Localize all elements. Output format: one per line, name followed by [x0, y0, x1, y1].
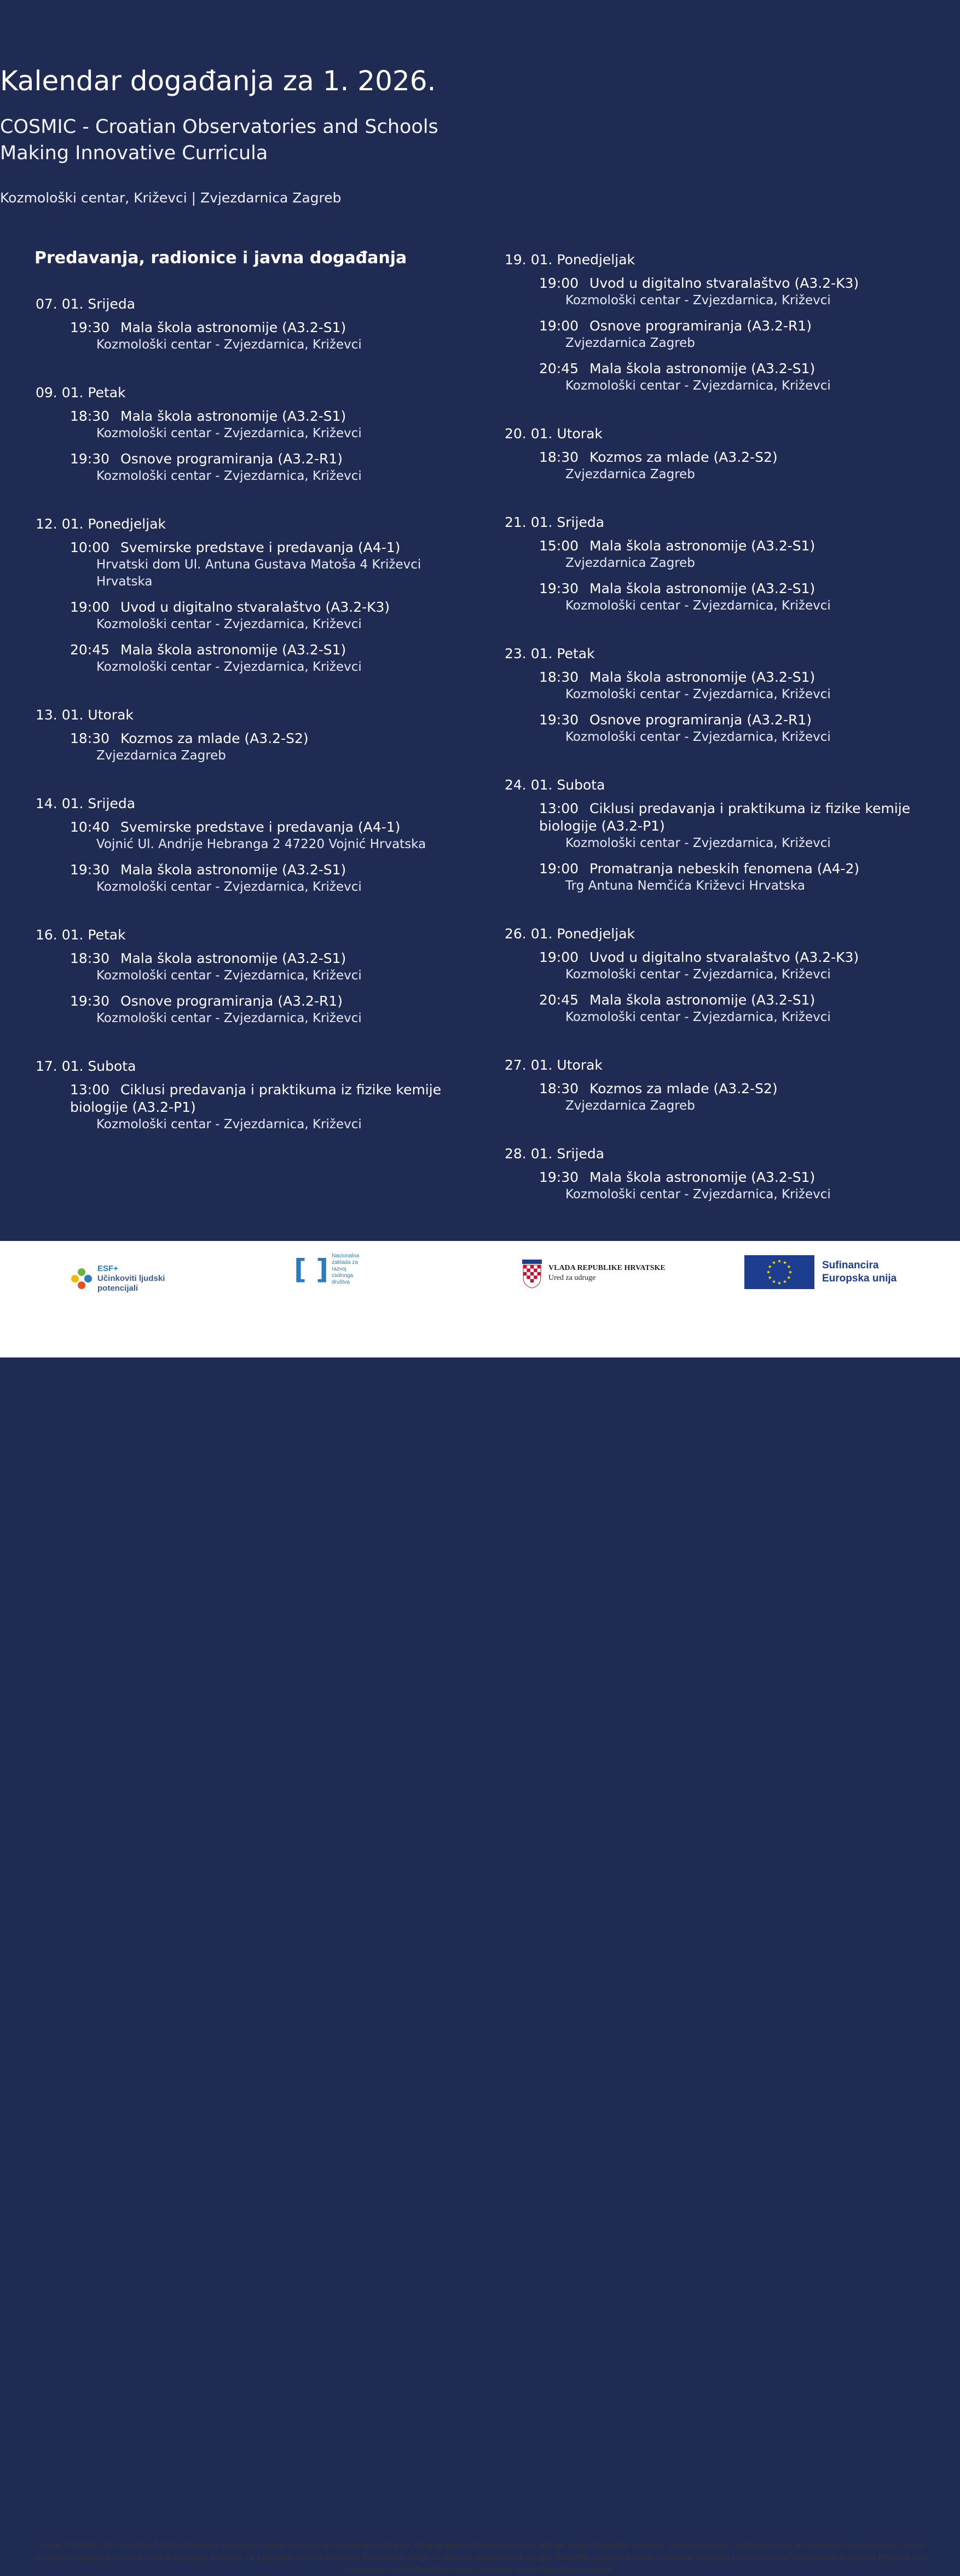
event-item [70, 819, 473, 853]
event-row [70, 730, 473, 747]
event-place: Hrvatski dom Ul. Antuna Gustava Matoša 4 Križevci Hrvatska [96, 558, 421, 589]
event-title: Svemirske predstave i predavanja (A4-1) [120, 819, 401, 835]
event-title: Mala škola astronomije (A3.2-S1) [589, 361, 816, 376]
subtitle-line-1: COSMIC - Croatian Observatories and Schools [0, 116, 438, 138]
event-item [539, 449, 937, 483]
day-label: 09. 01. Petak [36, 385, 126, 401]
bracket-icon: [ ] [294, 1254, 329, 1285]
event-place: Kozmološki centar - Zvjezdarnica, Križevci [96, 1117, 362, 1132]
event-time: 20:45 [539, 992, 579, 1008]
day-group [36, 291, 473, 353]
eu-logo [744, 1255, 897, 1289]
event-item [70, 599, 473, 633]
event-list [36, 1081, 473, 1133]
event-row [70, 950, 473, 967]
event-title: Kozmos za mlade (A3.2-S2) [589, 449, 778, 465]
event-place: Kozmološki centar - Zvjezdarnica, Križevci [96, 426, 362, 440]
event-place: Trg Antuna Nemčića Križevci Hrvatska [565, 879, 805, 893]
event-list [36, 950, 473, 1027]
eu-line-2: Europska unija [822, 1273, 897, 1284]
event-row [539, 949, 937, 966]
day-label: 23. 01. Petak [505, 646, 595, 662]
event-row [539, 1080, 937, 1098]
event-time: 13:00 [70, 1082, 110, 1098]
event-title: Uvod u digitalno stvaralaštvo (A3.2-K3) [589, 275, 859, 291]
day-group [505, 1052, 937, 1115]
croatian-coat-of-arms-icon [520, 1257, 544, 1289]
event-row [70, 641, 473, 659]
day-group [36, 1053, 473, 1133]
day-group [505, 1140, 937, 1203]
event-place: Kozmološki centar - Zvjezdarnica, Križevci [565, 599, 831, 613]
government-logo [520, 1257, 666, 1289]
event-time: 19:00 [70, 599, 110, 615]
day-label: 20. 01. Utorak [505, 426, 603, 442]
event-item [539, 800, 937, 852]
schedule-right-column [505, 246, 937, 1229]
event-item [70, 1081, 473, 1133]
event-item [539, 537, 937, 572]
schedule-left-column [36, 291, 473, 1159]
event-place: Kozmološki centar - Zvjezdarnica, Križevci [565, 293, 831, 308]
event-item [70, 641, 473, 676]
event-title: Osnove programiranja (A3.2-R1) [589, 712, 812, 728]
event-time: 13:00 [539, 800, 579, 816]
event-time: 19:30 [539, 1169, 579, 1185]
event-row [539, 711, 937, 729]
event-list [505, 449, 937, 483]
event-time: 10:40 [70, 819, 110, 835]
day-group [505, 420, 937, 483]
event-place: Kozmološki centar - Zvjezdarnica, Križevci [96, 338, 362, 352]
event-title: Promatranja nebeskih fenomena (A4-2) [589, 861, 860, 877]
event-title: Svemirske predstave i predavanja (A4-1) [120, 539, 401, 555]
event-place: Zvjezdarnica Zagreb [565, 336, 695, 350]
day-label: 28. 01. Srijeda [505, 1146, 605, 1162]
event-item [70, 319, 473, 353]
event-title: Mala škola astronomije (A3.2-S1) [120, 408, 346, 424]
event-time: 19:30 [70, 451, 110, 467]
event-item [539, 949, 937, 983]
event-item [70, 950, 473, 984]
eu-line-1: Sufinancira [822, 1260, 879, 1271]
event-list [36, 408, 473, 485]
event-time: 19:30 [539, 581, 579, 596]
event-item [539, 711, 937, 746]
event-time: 19:30 [539, 712, 579, 728]
event-time: 18:30 [70, 730, 110, 746]
day-group [505, 771, 937, 895]
event-time: 19:30 [70, 320, 110, 335]
event-time: 20:45 [539, 361, 579, 376]
event-place: Kozmološki centar - Zvjezdarnica, Križevci [565, 687, 831, 701]
event-title: Mala škola astronomije (A3.2-S1) [120, 642, 346, 658]
event-place: Zvjezdarnica Zagreb [565, 556, 695, 570]
day-label: 14. 01. Srijeda [36, 796, 136, 811]
event-title: Uvod u digitalno stvaralaštvo (A3.2-K3) [589, 949, 859, 965]
event-row [539, 537, 937, 555]
event-time: 18:30 [70, 408, 110, 424]
event-item [539, 669, 937, 703]
event-row [70, 450, 473, 468]
day-label: 12. 01. Ponedjeljak [36, 516, 166, 532]
event-title: Mala škola astronomije (A3.2-S1) [589, 669, 816, 685]
event-list [36, 539, 473, 676]
event-row [539, 360, 937, 378]
event-row [539, 860, 937, 878]
event-row [539, 317, 937, 335]
funding-disclaimer: Projekt COSMIC (SF.2.4.06.04.0129) sufinancira Europska unija iz Europskog socijalnog fonda plus. Ovaj projekt sufinancira Ured za udruge Vlade Republike Hrvatske. Izneseni stavovi i mišljenja samo su autorova i ne odražavaju nužno službena stajališta Europske unije ili Europske komisije. Ni Europska unija ni Europska komisija ne mogu se smatrati odgovornima za njih. Stajališta izražena u ovom programu isključiva su odgovornost Astronomskog društva Perzeidi i ne odražavaju nužno stajalište Ureda za udruge Vlade Republike Hrvatske. [34, 2541, 926, 2574]
day-group [505, 920, 937, 1026]
event-item [539, 275, 937, 309]
event-row [539, 580, 937, 597]
event-title: Ciklusi predavanja i praktikuma iz fizike kemije biologije (A3.2-P1) [539, 800, 911, 834]
event-row [70, 861, 473, 879]
government-text [548, 1263, 666, 1283]
event-place: Kozmološki centar - Zvjezdarnica, Križevci [565, 1010, 831, 1024]
event-title: Mala škola astronomije (A3.2-S1) [120, 320, 346, 335]
event-row [539, 669, 937, 686]
event-time: 18:30 [539, 449, 579, 465]
event-time: 18:30 [70, 950, 110, 966]
day-group [36, 921, 473, 1027]
event-item [70, 730, 473, 764]
event-list [505, 1169, 937, 1203]
day-group [36, 510, 473, 676]
event-time: 18:30 [539, 669, 579, 685]
event-title: Mala škola astronomije (A3.2-S1) [589, 992, 816, 1008]
event-row [70, 539, 473, 556]
event-title: Mala škola astronomije (A3.2-S1) [589, 538, 816, 554]
event-row [70, 599, 473, 616]
event-item [70, 861, 473, 896]
day-group [36, 790, 473, 896]
event-item [539, 317, 937, 352]
event-place: Kozmološki centar - Zvjezdarnica, Križevci [96, 617, 362, 631]
event-list [36, 730, 473, 764]
event-item [539, 991, 937, 1026]
event-item [70, 993, 473, 1027]
event-item [70, 408, 473, 442]
event-item [539, 1080, 937, 1115]
section-heading: Predavanja, radionice i javna događanja [34, 248, 407, 268]
nzrcd-logo [294, 1253, 370, 1286]
esf-plus-label: ESF+ [97, 1264, 118, 1273]
event-title: Mala škola astronomije (A3.2-S1) [120, 950, 346, 966]
day-label: 13. 01. Utorak [36, 707, 134, 723]
event-place: Kozmološki centar - Zvjezdarnica, Križevci [565, 379, 831, 393]
event-place: Kozmološki centar - Zvjezdarnica, Križevci [96, 880, 362, 894]
event-time: 19:00 [539, 318, 579, 334]
nzrcd-line-4: civilnoga [332, 1273, 354, 1279]
event-title: Mala škola astronomije (A3.2-S1) [120, 862, 346, 878]
event-time: 19:30 [70, 993, 110, 1009]
event-item [539, 580, 937, 614]
event-place: Kozmološki centar - Zvjezdarnica, Križevci [565, 836, 831, 850]
day-label: 17. 01. Subota [36, 1058, 136, 1074]
day-label: 26. 01. Ponedjeljak [505, 926, 635, 942]
event-title: Mala škola astronomije (A3.2-S1) [589, 581, 816, 596]
subtitle-line-2: Making Innovative Curricula [0, 142, 268, 164]
event-item [539, 360, 937, 394]
event-item [539, 1169, 937, 1203]
event-time: 19:00 [539, 861, 579, 877]
event-list [505, 537, 937, 614]
event-title: Kozmos za mlade (A3.2-S2) [589, 1081, 778, 1096]
event-place: Vojnić Ul. Andrije Hebranga 2 47220 Vojnić Hrvatska [96, 837, 426, 851]
event-place: Kozmološki centar - Zvjezdarnica, Križevci [565, 967, 831, 982]
day-label: 07. 01. Srijeda [36, 296, 136, 312]
event-row [539, 275, 937, 292]
event-list [505, 949, 937, 1026]
day-label: 24. 01. Subota [505, 777, 605, 793]
day-group [505, 246, 937, 394]
eu-flag-icon [744, 1255, 814, 1289]
day-group [505, 509, 937, 614]
event-item [70, 450, 473, 485]
event-row [70, 319, 473, 336]
esf-flower-icon [70, 1267, 93, 1290]
page-subtitle [0, 114, 960, 166]
day-label: 27. 01. Utorak [505, 1057, 603, 1073]
logo-bar [0, 1241, 960, 2574]
event-row [539, 449, 937, 466]
day-group [36, 701, 473, 764]
event-list [505, 800, 937, 895]
eu-text [822, 1259, 897, 1285]
event-row [70, 408, 473, 425]
event-row [70, 1081, 473, 1116]
esf-text [97, 1264, 165, 1293]
day-group [505, 640, 937, 746]
event-place: Kozmološki centar - Zvjezdarnica, Križevci [96, 660, 362, 674]
esf-line-2: potencijali [97, 1284, 138, 1293]
day-label: 19. 01. Ponedjeljak [505, 252, 635, 268]
event-title: Kozmos za mlade (A3.2-S2) [120, 730, 309, 746]
event-time: 15:00 [539, 538, 579, 554]
event-row [70, 819, 473, 836]
nzrcd-line-5: društva [332, 1279, 350, 1285]
page-title: Kalendar događanja za 1. 2026. [0, 65, 436, 97]
day-label: 16. 01. Petak [36, 927, 126, 943]
event-place: Kozmološki centar - Zvjezdarnica, Križevci [96, 1011, 362, 1025]
nzrcd-line-2: zaklada za [332, 1260, 358, 1266]
event-place: Zvjezdarnica Zagreb [565, 1099, 695, 1113]
location-line: Kozmološki centar, Križevci | Zvjezdarnica Zagreb [0, 190, 342, 206]
event-time: 19:30 [70, 862, 110, 878]
event-list [36, 319, 473, 353]
event-list [505, 275, 937, 394]
esf-logo [70, 1264, 165, 1293]
event-time: 19:00 [539, 949, 579, 965]
event-time: 19:00 [539, 275, 579, 291]
government-office: Ured za udruge [548, 1274, 596, 1282]
day-label: 21. 01. Srijeda [505, 514, 605, 530]
event-row [539, 800, 937, 835]
event-list [505, 669, 937, 746]
event-title: Mala škola astronomije (A3.2-S1) [589, 1169, 816, 1185]
event-list [36, 819, 473, 896]
event-place: Kozmološki centar - Zvjezdarnica, Križevci [565, 730, 831, 744]
event-time: 18:30 [539, 1081, 579, 1096]
event-title: Ciklusi predavanja i praktikuma iz fizike kemije biologije (A3.2-P1) [70, 1082, 442, 1115]
event-title: Osnove programiranja (A3.2-R1) [120, 993, 343, 1009]
event-place: Kozmološki centar - Zvjezdarnica, Križevci [565, 1187, 831, 1202]
event-row [70, 993, 473, 1010]
nzrcd-line-1: Nacionalna [332, 1253, 360, 1259]
event-row [539, 1169, 937, 1186]
event-title: Osnove programiranja (A3.2-R1) [120, 451, 343, 467]
event-title: Osnove programiranja (A3.2-R1) [589, 318, 812, 334]
event-row [539, 991, 937, 1009]
event-list [505, 1080, 937, 1115]
day-group [36, 379, 473, 485]
event-title: Uvod u digitalno stvaralaštvo (A3.2-K3) [120, 599, 390, 615]
nzrcd-line-3: razvoj [332, 1266, 346, 1272]
event-place: Zvjezdarnica Zagreb [565, 467, 695, 481]
event-place: Kozmološki centar - Zvjezdarnica, Križevci [96, 968, 362, 983]
event-time: 10:00 [70, 539, 110, 555]
esf-line-1: Učinkoviti ljudski [97, 1274, 165, 1283]
event-time: 20:45 [70, 642, 110, 658]
government-name: VLADA REPUBLIKE HRVATSKE [548, 1264, 666, 1272]
event-item [539, 860, 937, 895]
event-item [70, 539, 473, 590]
event-place: Zvjezdarnica Zagreb [96, 749, 226, 763]
nzrcd-text [332, 1253, 370, 1286]
event-place: Kozmološki centar - Zvjezdarnica, Križevci [96, 469, 362, 483]
